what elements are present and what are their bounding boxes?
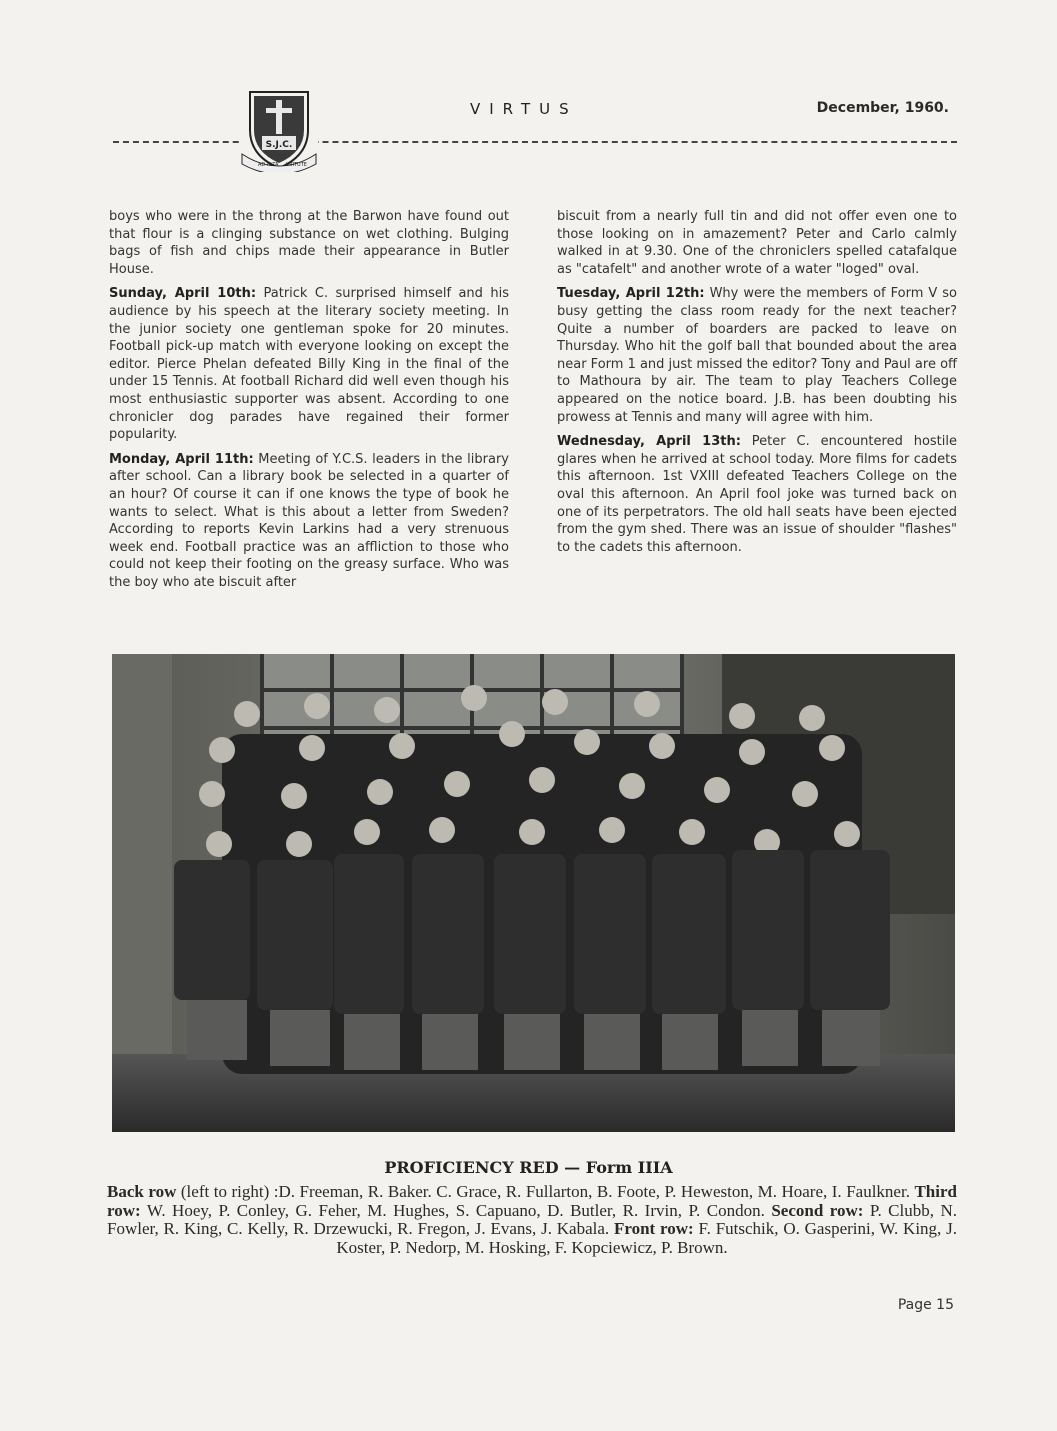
- right-column: [557, 208, 957, 563]
- left-column: [109, 208, 509, 598]
- school-crest-icon: [240, 86, 318, 172]
- paragraph: Monday, April 11th: Meeting of Y.C.S. leaders in the library after school. Can a library book be selected in a quarter of an hour? Of course it can if one knows the type of book he wants to select. What is this about a letter from Sweden? According to reports Kevin Larkins had a very strenuous week end. Football practice was an affliction to those who could not keep their footing on the greasy surface. Who was the boy who ate biscuit after: [109, 451, 509, 590]
- paragraph: Sunday, April 10th: Patrick C. surprised himself and his audience by his speech at the literary society meeting. In the junior society one gentleman spoke for 20 minutes. Football pick-up match with everyone looking on except the editor. Pierce Phelan defeated Billy King in the final of the under 15 Tennis. At football Richard did well even though his most enthusiastic supporter was absent. According to one chronicler dog parades have regained their former popularity.: [109, 286, 509, 443]
- paragraph: boys who were in the throng at the Barwon have found out that flour is a clinging substance on wet clothing. Bulging bags of fish and chips made their appearance in Butler House.: [109, 209, 509, 277]
- svg-text:VIRTUTE: VIRTUTE: [286, 162, 307, 168]
- issue-date: December, 1960.: [816, 100, 949, 116]
- diary-date-heading: Wednesday, April 13th:: [557, 434, 741, 450]
- diary-date-heading: Tuesday, April 12th:: [557, 286, 705, 302]
- photo-caption: Back row (left to right) :D. Freeman, R. Baker. C. Grace, R. Fullarton, B. Foote, P. Heweston, M. Hoare, I. Faulkner. Third row: W. Hoey, P. Conley, G. Feher, M. Hughes, S. Capuano, D. Butler, R. Irvin, P. Condon. Second row: P. Clubb, N. Fowler, R. King, C. Kelly, R. Drzewucki, R. Fregon, J. Evans, J. Kabala. Front row: F. Futschik, O. Gasperini, W. King, J. Koster, P. Nedorp, M. Hosking, F. Kopciewicz, P. Brown.: [107, 1182, 957, 1257]
- paragraph: Tuesday, April 12th: Why were the members of Form V so busy getting the class room ready for the next teacher? Quite a number of boarders are packed to leave on Thursday. Who hit the golf ball that bounded about the area near Form 1 and just missed the editor? Tony and Paul are off to Mathoura by air. The team to play Teachers College appeared on the notice board. J.B. has been doubting his prowess at Tennis and many will agree with him.: [557, 286, 957, 425]
- paragraph: Wednesday, April 13th: Peter C. encountered hostile glares when he arrived at school today. More films for cadets this afternoon. 1st VXIII defeated Teachers College on the oval this afternoon. An April fool joke was turned back on one of its perpetrators. The old hall seats have been ejected from the gym shed. There was an issue of shoulder "flashes" to the cadets this afternoon.: [557, 434, 957, 555]
- svg-text:AD ALTA: AD ALTA: [258, 162, 279, 168]
- svg-text:S.J.C.: S.J.C.: [265, 140, 293, 150]
- class-group-photo: [112, 654, 955, 1132]
- page-number: Page 15: [897, 1297, 954, 1313]
- magazine-title: VIRTUS: [470, 100, 578, 118]
- paragraph: biscuit from a nearly full tin and did not offer even one to those looking on in amazement? Peter and Carlo calmly walked in at 9.30. One of the chroniclers spelled catafalque as "catafelt" and another wrote of a water "loged" oval.: [557, 209, 957, 277]
- page-header: [0, 0, 1057, 170]
- diary-date-heading: Sunday, April 10th:: [109, 286, 257, 302]
- diary-date-heading: Monday, April 11th:: [109, 451, 254, 467]
- photo-caption-title: PROFICIENCY RED — Form IIIA: [384, 1158, 673, 1177]
